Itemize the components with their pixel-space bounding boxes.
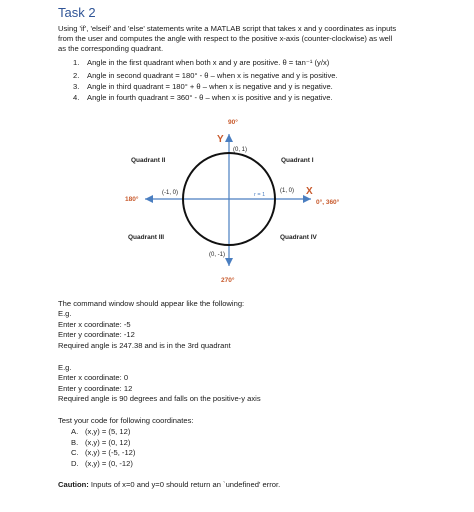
y-axis-up-arrow xyxy=(225,134,233,142)
label-270: 270° xyxy=(221,277,235,284)
point-left: (-1, 0) xyxy=(162,190,179,196)
point-bottom: (0, -1) xyxy=(209,252,226,258)
caution-text: Inputs of x=0 and y=0 should return an `undefined' error. xyxy=(90,480,281,489)
test-item-d: D. (x,y) = (0, -12) xyxy=(71,459,133,468)
test-item-a: A. (x,y) = (5, 12) xyxy=(71,427,131,436)
example1-result: Required angle is 247.38 and is in the 3rd quadrant xyxy=(58,341,231,350)
angle-rule-3: 3. Angle in third quadrant = 180° + θ – when x is negative and y is negative. xyxy=(73,82,333,91)
angle-rule-2: 2. Angle in second quadrant = 180° - θ – when x is negative and y is positive. xyxy=(73,71,338,80)
example2-eg: E.g. xyxy=(58,363,72,372)
x-axis-left-arrow xyxy=(145,195,153,203)
intro-line-3: as the corresponding quadrant. xyxy=(58,44,164,53)
example2-result: Required angle is 90 degrees and falls on the positive-y axis xyxy=(58,394,261,403)
intro-line-2: from the user and computes the angle with respect to the positive x-axis (counter-clockwise) as well xyxy=(58,34,393,43)
label-0-360: 0°, 360° xyxy=(316,199,340,206)
intro-line-1: Using 'if', 'elseif' and 'else' statements write a MATLAB script that takes x and y coordinates as inputs xyxy=(58,24,397,33)
example1-eg: E.g. xyxy=(58,309,72,318)
axis-y-label: Y xyxy=(217,134,224,145)
radius-label: r = 1 xyxy=(254,192,266,198)
quadrant-1-label: Quadrant I xyxy=(281,157,314,164)
test-item-b: B. (x,y) = (0, 12) xyxy=(71,438,131,447)
angle-rule-4: 4. Angle in fourth quadrant = 360° - θ – when x is positive and y is negative. xyxy=(73,93,333,102)
label-90: 90° xyxy=(228,119,238,126)
test-intro: Test your code for following coordinates: xyxy=(58,416,194,425)
command-intro: The command window should appear like the following: xyxy=(58,299,245,308)
quadrant-2-label: Quadrant II xyxy=(131,157,166,164)
point-right: (1, 0) xyxy=(280,188,295,194)
example1-y: Enter y coordinate: -12 xyxy=(58,330,135,339)
axis-x-label: X xyxy=(306,186,313,197)
caution-label: Caution: xyxy=(58,480,89,489)
test-item-c: C. (x,y) = (-5, -12) xyxy=(71,448,136,457)
example2-y: Enter y coordinate: 12 xyxy=(58,384,133,393)
page-title: Task 2 xyxy=(58,5,96,20)
y-axis-down-arrow xyxy=(225,258,233,266)
example1-x: Enter x coordinate: -5 xyxy=(58,320,131,329)
quadrant-4-label: Quadrant IV xyxy=(280,234,317,241)
point-top: (0, 1) xyxy=(233,147,248,153)
example2-x: Enter x coordinate: 0 xyxy=(58,373,129,382)
caution-note xyxy=(58,480,280,490)
angle-rule-1: 1. Angle in the first quadrant when both x and y are positive. θ = tan⁻¹ (y/x) xyxy=(73,58,330,67)
quadrant-3-label: Quadrant III xyxy=(128,234,165,241)
label-180: 180° xyxy=(125,196,139,203)
